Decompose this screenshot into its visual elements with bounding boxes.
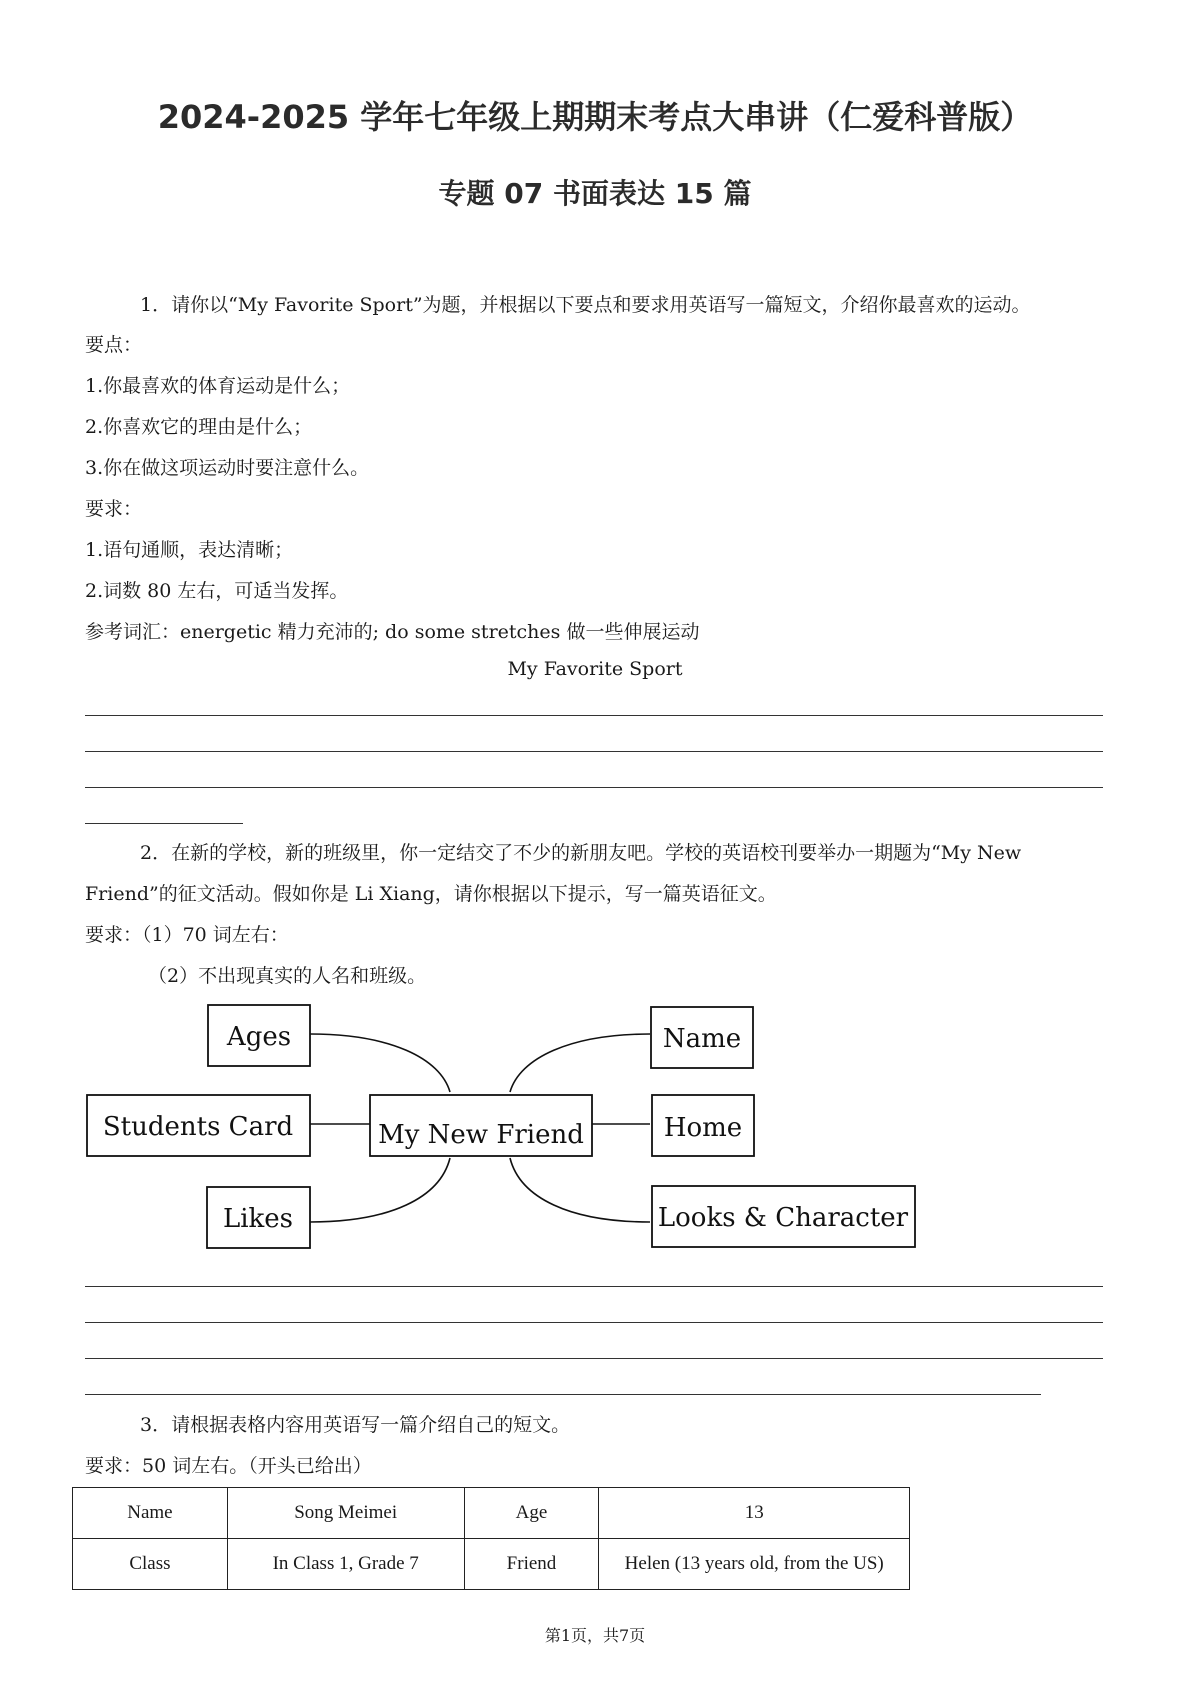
q1-point-1: 1.你最喜欢的体育运动是什么；	[85, 375, 351, 397]
mind-map	[80, 998, 920, 1262]
table-cell: 13	[599, 1488, 910, 1539]
answer-line[interactable]	[85, 751, 1103, 752]
table-row	[73, 1539, 910, 1590]
connector-name	[510, 1034, 650, 1092]
q1-req-1: 1.语句通顺，表达清晰；	[85, 539, 294, 561]
q2-req-2: （2）不出现真实的人名和班级。	[148, 965, 427, 987]
connector-likes	[310, 1158, 450, 1222]
answer-line[interactable]	[85, 1394, 1041, 1395]
q3-prompt: 3．请根据表格内容用英语写一篇介绍自己的短文。	[140, 1414, 571, 1436]
q1-req-2: 2.词数 80 左右，可适当发挥。	[85, 580, 349, 602]
node-name: Name	[662, 1024, 742, 1054]
q1-prompt: 1．请你以“My Favorite Sport”为题，并根据以下要点和要求用英语写一篇短文，介绍你最喜欢的运动。	[140, 294, 1031, 316]
table-cell: Friend	[464, 1539, 599, 1590]
table-cell: Song Meimei	[227, 1488, 464, 1539]
q2-req-1: 要求：（1）70 词左右：	[85, 924, 289, 946]
connector-looks	[510, 1158, 650, 1222]
table-cell: Name	[73, 1488, 228, 1539]
answer-line[interactable]	[85, 1322, 1103, 1323]
node-likes: Likes	[222, 1204, 294, 1234]
q2-prompt-line2: Friend”的征文活动。假如你是 Li Xiang，请你根据以下提示，写一篇英语征文。	[85, 883, 777, 905]
q1-points-label: 要点：	[85, 334, 143, 356]
q2-prompt-line1: 2．在新的学校，新的班级里，你一定结交了不少的新朋友吧。学校的英语校刊要举办一期题为“My New	[140, 842, 1022, 864]
answer-line[interactable]	[85, 787, 1103, 788]
answer-line[interactable]	[85, 823, 243, 824]
page-title: 2024-2025 学年七年级上期期末考点大串讲（仁爱科普版）	[157, 98, 1033, 136]
node-students-card: Students Card	[102, 1112, 294, 1142]
answer-line[interactable]	[85, 715, 1103, 716]
connector-ages	[310, 1034, 450, 1092]
page-subtitle: 专题 07 书面表达 15 篇	[438, 177, 752, 210]
q3-req: 要求：50 词左右。（开头已给出）	[85, 1455, 372, 1477]
answer-line[interactable]	[85, 1358, 1103, 1359]
table-cell: Age	[464, 1488, 599, 1539]
info-table	[72, 1487, 910, 1590]
node-center: My New Friend	[378, 1120, 584, 1150]
node-looks-character: Looks & Character	[657, 1203, 909, 1233]
node-ages: Ages	[226, 1022, 292, 1052]
table-cell: Helen (13 years old, from the US)	[599, 1539, 910, 1590]
table-row	[73, 1488, 910, 1539]
table-cell: Class	[73, 1539, 228, 1590]
answer-line[interactable]	[85, 1286, 1103, 1287]
node-home: Home	[663, 1113, 743, 1143]
page-number: 第1页，共7页	[544, 1626, 646, 1645]
q1-essay-title: My Favorite Sport	[507, 658, 683, 680]
q1-point-2: 2.你喜欢它的理由是什么；	[85, 416, 313, 438]
q1-point-3: 3.你在做这项运动时要注意什么。	[85, 457, 370, 479]
q1-vocab: 参考词汇：energetic 精力充沛的; do some stretches 做一些伸展运动	[85, 621, 700, 643]
q1-req-label: 要求：	[85, 498, 143, 520]
table-cell: In Class 1, Grade 7	[227, 1539, 464, 1590]
